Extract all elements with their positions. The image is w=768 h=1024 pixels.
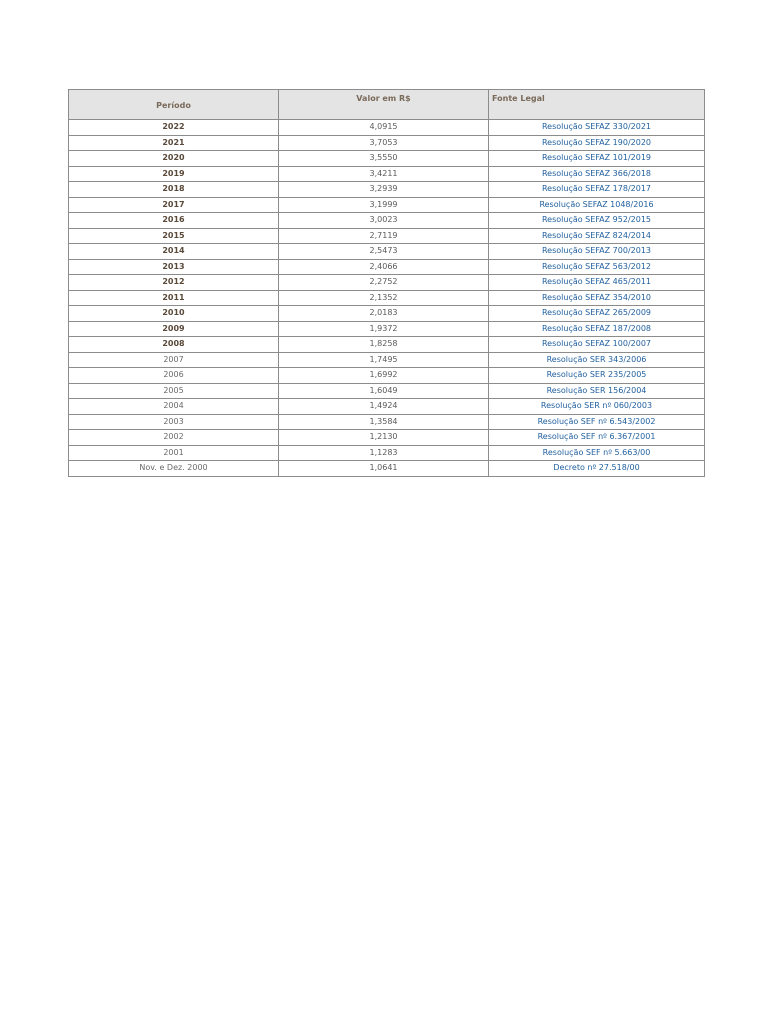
cell-fonte-link[interactable]: Resolução SEFAZ 354/2010 [489, 290, 705, 306]
cell-fonte-link[interactable]: Resolução SER nº 060/2003 [489, 399, 705, 415]
cell-fonte-link[interactable]: Resolução SEFAZ 330/2021 [489, 120, 705, 136]
table-row [69, 430, 705, 446]
table-row [69, 197, 705, 213]
cell-valor: 1,1283 [279, 445, 489, 461]
table-row [69, 244, 705, 260]
cell-periodo: 2007 [69, 352, 279, 368]
table-row [69, 337, 705, 353]
cell-fonte-link[interactable]: Resolução SER 343/2006 [489, 352, 705, 368]
cell-fonte-link[interactable]: Resolução SEFAZ 465/2011 [489, 275, 705, 291]
table-row [69, 445, 705, 461]
cell-periodo: 2009 [69, 321, 279, 337]
table-body [69, 120, 705, 477]
cell-periodo: 2018 [69, 182, 279, 198]
cell-valor: 3,0023 [279, 213, 489, 229]
cell-periodo: Nov. e Dez. 2000 [69, 461, 279, 477]
header-valor: Valor em R$ [279, 90, 489, 120]
cell-periodo: 2006 [69, 368, 279, 384]
cell-fonte-link[interactable]: Resolução SEFAZ 366/2018 [489, 166, 705, 182]
cell-valor: 1,4924 [279, 399, 489, 415]
cell-fonte-link[interactable]: Resolução SEFAZ 100/2007 [489, 337, 705, 353]
cell-valor: 2,1352 [279, 290, 489, 306]
cell-fonte-link[interactable]: Resolução SEFAZ 101/2019 [489, 151, 705, 167]
table-header-row [69, 90, 705, 120]
cell-periodo: 2016 [69, 213, 279, 229]
cell-valor: 3,7053 [279, 135, 489, 151]
ufir-table-container [68, 89, 704, 477]
cell-fonte-link[interactable]: Resolução SEFAZ 190/2020 [489, 135, 705, 151]
cell-valor: 3,2939 [279, 182, 489, 198]
table-row [69, 275, 705, 291]
cell-periodo: 2003 [69, 414, 279, 430]
cell-valor: 2,0183 [279, 306, 489, 322]
cell-fonte-link[interactable]: Resolução SEFAZ 1048/2016 [489, 197, 705, 213]
table-row [69, 213, 705, 229]
cell-periodo: 2021 [69, 135, 279, 151]
cell-valor: 1,2130 [279, 430, 489, 446]
cell-valor: 1,7495 [279, 352, 489, 368]
cell-periodo: 2020 [69, 151, 279, 167]
header-fonte: Fonte Legal [489, 90, 705, 120]
cell-fonte-link[interactable]: Decreto nº 27.518/00 [489, 461, 705, 477]
table-row [69, 182, 705, 198]
cell-periodo: 2012 [69, 275, 279, 291]
table-row [69, 120, 705, 136]
cell-fonte-link[interactable]: Resolução SEFAZ 178/2017 [489, 182, 705, 198]
table-row [69, 321, 705, 337]
cell-periodo: 2017 [69, 197, 279, 213]
cell-fonte-link[interactable]: Resolução SEFAZ 824/2014 [489, 228, 705, 244]
cell-valor: 2,2752 [279, 275, 489, 291]
table-row [69, 461, 705, 477]
cell-periodo: 2004 [69, 399, 279, 415]
header-periodo: Período [69, 90, 279, 120]
table-row [69, 306, 705, 322]
cell-fonte-link[interactable]: Resolução SEF nº 5.663/00 [489, 445, 705, 461]
cell-valor: 2,7119 [279, 228, 489, 244]
cell-valor: 1,3584 [279, 414, 489, 430]
cell-fonte-link[interactable]: Resolução SER 156/2004 [489, 383, 705, 399]
cell-valor: 3,1999 [279, 197, 489, 213]
cell-periodo: 2008 [69, 337, 279, 353]
cell-fonte-link[interactable]: Resolução SEFAZ 187/2008 [489, 321, 705, 337]
cell-valor: 1,9372 [279, 321, 489, 337]
cell-periodo: 2015 [69, 228, 279, 244]
cell-valor: 3,4211 [279, 166, 489, 182]
table-row [69, 151, 705, 167]
cell-periodo: 2001 [69, 445, 279, 461]
table-row [69, 290, 705, 306]
cell-periodo: 2010 [69, 306, 279, 322]
table-row [69, 135, 705, 151]
cell-fonte-link[interactable]: Resolução SEFAZ 952/2015 [489, 213, 705, 229]
cell-valor: 2,5473 [279, 244, 489, 260]
table-row [69, 352, 705, 368]
table-row [69, 259, 705, 275]
cell-valor: 1,6992 [279, 368, 489, 384]
cell-fonte-link[interactable]: Resolução SEFAZ 265/2009 [489, 306, 705, 322]
table-row [69, 399, 705, 415]
cell-periodo: 2013 [69, 259, 279, 275]
cell-fonte-link[interactable]: Resolução SEFAZ 700/2013 [489, 244, 705, 260]
table-row [69, 166, 705, 182]
cell-valor: 2,4066 [279, 259, 489, 275]
table-row [69, 368, 705, 384]
cell-valor: 3,5550 [279, 151, 489, 167]
cell-fonte-link[interactable]: Resolução SER 235/2005 [489, 368, 705, 384]
table-row [69, 414, 705, 430]
cell-periodo: 2011 [69, 290, 279, 306]
cell-fonte-link[interactable]: Resolução SEF nº 6.543/2002 [489, 414, 705, 430]
cell-fonte-link[interactable]: Resolução SEFAZ 563/2012 [489, 259, 705, 275]
cell-fonte-link[interactable]: Resolução SEF nº 6.367/2001 [489, 430, 705, 446]
cell-valor: 4,0915 [279, 120, 489, 136]
ufir-table [68, 89, 705, 477]
cell-periodo: 2002 [69, 430, 279, 446]
cell-valor: 1,0641 [279, 461, 489, 477]
cell-valor: 1,8258 [279, 337, 489, 353]
cell-periodo: 2014 [69, 244, 279, 260]
cell-valor: 1,6049 [279, 383, 489, 399]
cell-periodo: 2019 [69, 166, 279, 182]
cell-periodo: 2005 [69, 383, 279, 399]
cell-periodo: 2022 [69, 120, 279, 136]
table-row [69, 383, 705, 399]
table-row [69, 228, 705, 244]
